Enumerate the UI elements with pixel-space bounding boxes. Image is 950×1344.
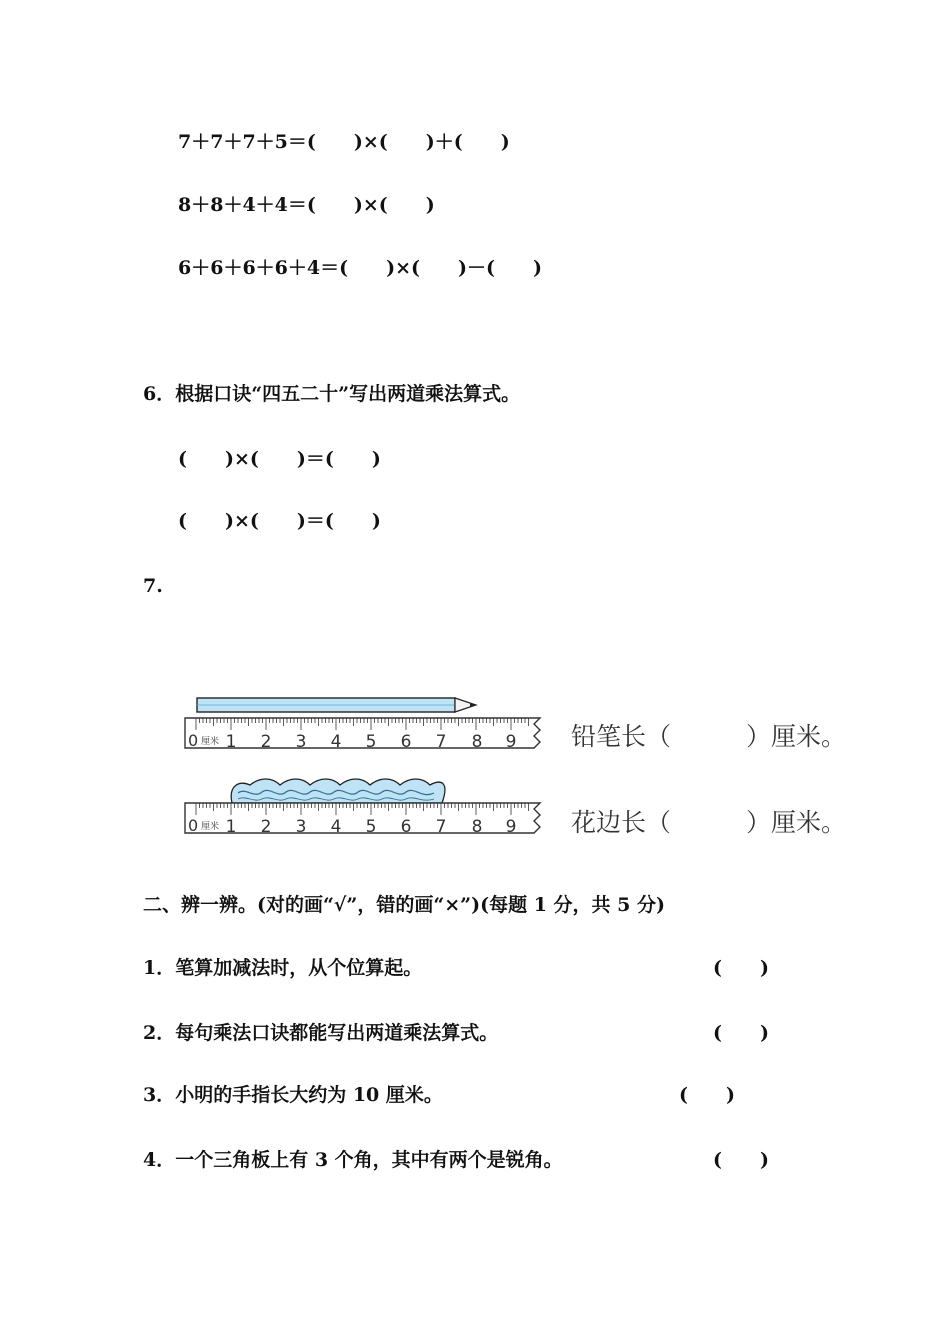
judge-item-4: 4．一个三角板上有 3 个角，其中有两个是锐角。 — [143, 1149, 563, 1171]
ruler-2-number-5: 5 — [365, 817, 377, 837]
q7-label: 7. — [143, 575, 163, 597]
ruler-2-number-9: 9 — [505, 817, 517, 837]
ruler-2-unit: 厘米 — [201, 822, 220, 832]
ruler-2-number-2: 2 — [260, 817, 272, 837]
judge-item-1: 1．笔算加减法时，从个位算起。 — [143, 957, 423, 979]
judge-item-4-answer-blank[interactable]: ( ) — [713, 1149, 769, 1171]
ruler-1-number-8: 8 — [471, 732, 483, 752]
pencil-ruler-figure — [180, 690, 550, 755]
equation-1: 7＋7＋7＋5＝( )×( )＋( ) — [178, 131, 510, 153]
ruler-1-number-3: 3 — [295, 732, 307, 752]
ruler-2 — [185, 803, 540, 837]
ruler-2-number-3: 3 — [295, 817, 307, 837]
q6-title: 6．根据口诀“四五二十”写出两道乘法算式。 — [143, 383, 521, 405]
ruler-1-zero: 0 — [188, 731, 199, 750]
ruler-1-number-4: 4 — [330, 732, 342, 752]
ruler-2-number-6: 6 — [400, 817, 412, 837]
q6-row-2: ( )×( )＝( ) — [178, 510, 381, 532]
judge-item-3: 3．小明的手指长大约为 10 厘米。 — [143, 1084, 443, 1106]
ruler-1-number-6: 6 — [400, 732, 412, 752]
lace-length-label: 花边长（ ）厘米。 — [571, 808, 847, 837]
judge-item-2: 2．每句乘法口诀都能写出两道乘法算式。 — [143, 1022, 499, 1044]
ruler-1 — [185, 718, 540, 752]
pencil-length-label: 铅笔长（ ）厘米。 — [571, 722, 847, 751]
q6-row-1: ( )×( )＝( ) — [178, 448, 381, 470]
lace-ruler-figure — [180, 775, 550, 840]
section-2-title: 二、辨一辨。(对的画“√”，错的画“×”)(每题 1 分，共 5 分) — [143, 894, 665, 916]
ruler-2-number-7: 7 — [435, 817, 447, 837]
ruler-1-number-9: 9 — [505, 732, 517, 752]
judge-item-1-answer-blank[interactable]: ( ) — [713, 957, 769, 979]
ruler-1-number-7: 7 — [435, 732, 447, 752]
equation-2: 8＋8＋4＋4＝( )×( ) — [178, 194, 435, 216]
equation-3: 6＋6＋6＋6＋4＝( )×( )－( ) — [178, 257, 542, 279]
lace-icon — [231, 779, 445, 803]
judge-item-2-answer-blank[interactable]: ( ) — [713, 1022, 769, 1044]
pencil-icon — [197, 698, 476, 712]
ruler-2-number-1: 1 — [225, 817, 237, 837]
ruler-1-number-5: 5 — [365, 732, 377, 752]
ruler-1-number-2: 2 — [260, 732, 272, 752]
ruler-2-number-4: 4 — [330, 817, 342, 837]
ruler-1-unit: 厘米 — [201, 737, 220, 747]
ruler-2-number-8: 8 — [471, 817, 483, 837]
ruler-1-number-1: 1 — [225, 732, 237, 752]
ruler-2-zero: 0 — [188, 816, 199, 835]
judge-item-3-answer-blank[interactable]: ( ) — [679, 1084, 735, 1106]
